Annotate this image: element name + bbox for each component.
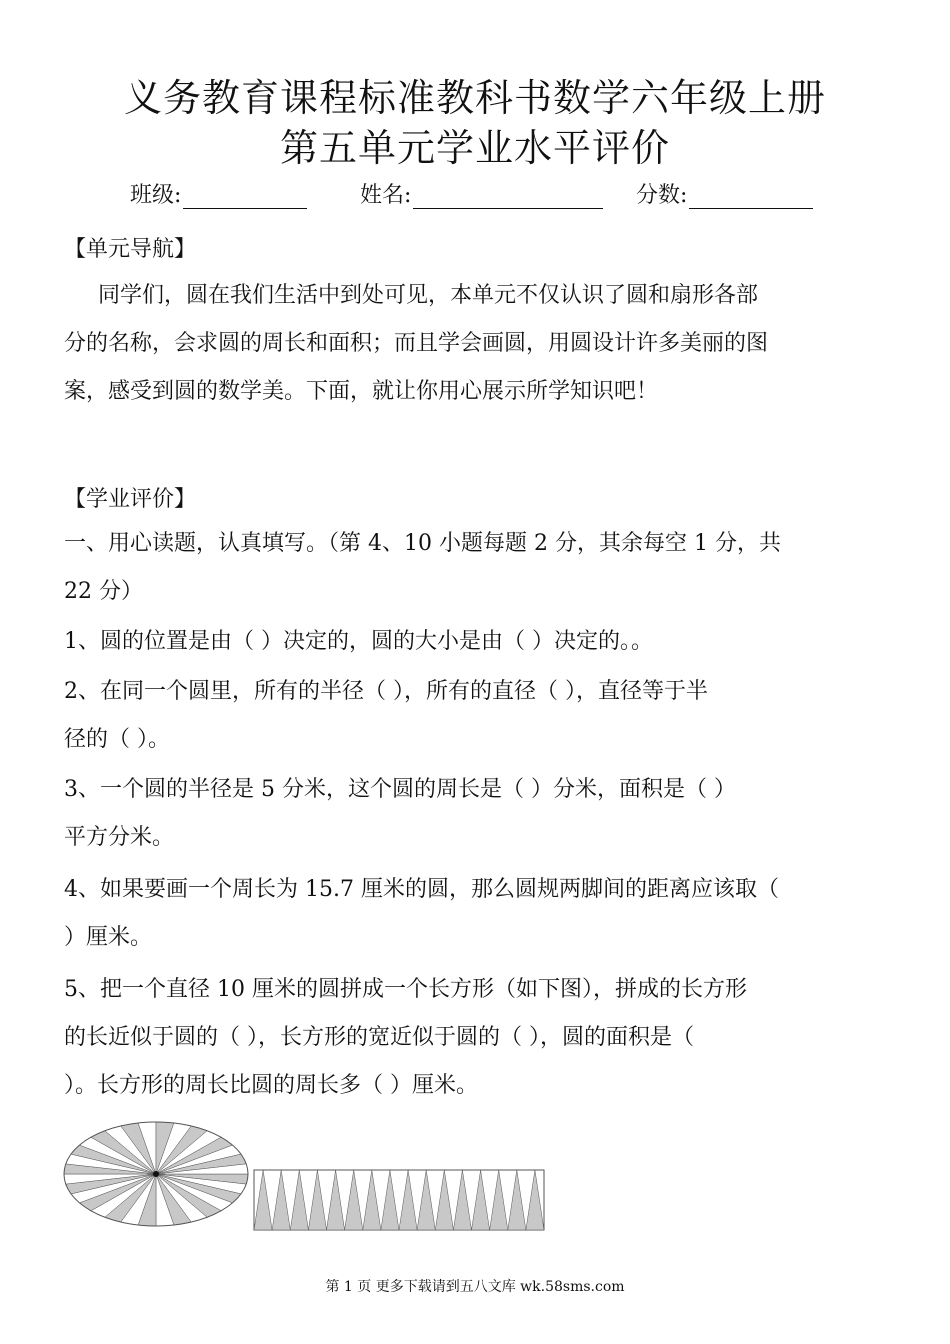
question-4 (64, 866, 886, 962)
question-line: 的长近似于圆的（ ），长方形的宽近似于圆的（ ），圆的面积是（ (64, 1025, 694, 1050)
score-label: 分数: (636, 183, 688, 208)
question-5 (64, 966, 886, 1110)
nav-line: 案，感受到圆的数学美。下面，就让你用心展示所学知识吧！ (64, 379, 659, 404)
question-3 (64, 766, 886, 862)
question-line: ）。长方形的周长比圆的周长多（ ）厘米。 (64, 1073, 478, 1098)
document-subtitle: 第五单元学业水平评价 (279, 126, 670, 170)
question-line: 4、如果要画一个周长为 15.7 厘米的圆，那么圆规两脚间的距离应该取（ (64, 877, 779, 902)
question-line: 2、在同一个圆里，所有的半径（ ），所有的直径（ ），直径等于半 (64, 679, 708, 704)
question-line: 3、一个圆的半径是 5 分米，这个圆的周长是（ ）分米，面积是（ ） (64, 777, 736, 802)
name-label: 姓名: (360, 183, 412, 208)
question-line: 5、把一个直径 10 厘米的圆拼成一个长方形（如下图），拼成的长方形 (64, 977, 747, 1002)
evaluation-heading: 【学业评价】 (64, 487, 197, 512)
class-field (130, 178, 307, 209)
nav-line: 同学们，圆在我们生活中到处可见，本单元不仅认识了圆和扇形各部 (98, 283, 759, 308)
figure-svg (60, 1114, 560, 1244)
circle-center (153, 1171, 159, 1177)
rearranged-rectangle (254, 1170, 544, 1230)
part-one-instructions (64, 520, 886, 616)
unit-nav-paragraph (64, 272, 886, 416)
page-footer: 第 1 页 更多下载请到五八文库 wk.58sms.com (325, 1279, 625, 1295)
score-field (636, 178, 813, 209)
question-1 (64, 618, 886, 666)
instruction-line: 一、用心读题，认真填写。（第 4、10 小题每题 2 分，其余每空 1 分，共 (64, 531, 781, 556)
score-blank[interactable] (689, 184, 813, 209)
name-field (360, 178, 603, 209)
circle-to-rectangle-figure (60, 1114, 560, 1248)
question-line: 平方分米。 (64, 825, 175, 850)
question-line: 1、圆的位置是由（ ）决定的，圆的大小是由（ ）决定的。。 (64, 629, 653, 654)
unit-nav-heading: 【单元导航】 (64, 237, 197, 262)
class-label: 班级: (130, 183, 182, 208)
divided-circle (64, 1122, 248, 1226)
class-blank[interactable] (183, 184, 307, 209)
nav-line: 分的名称，会求圆的周长和面积；而且学会画圆，用圆设计许多美丽的图 (64, 331, 769, 356)
question-2 (64, 668, 886, 764)
instruction-line: 22 分） (64, 579, 143, 604)
document-title: 义务教育课程标准教科书数学六年级上册 (123, 76, 826, 120)
name-blank[interactable] (413, 184, 603, 209)
question-line: 径的（ ）。 (64, 727, 170, 752)
question-line: ）厘米。 (64, 925, 153, 950)
